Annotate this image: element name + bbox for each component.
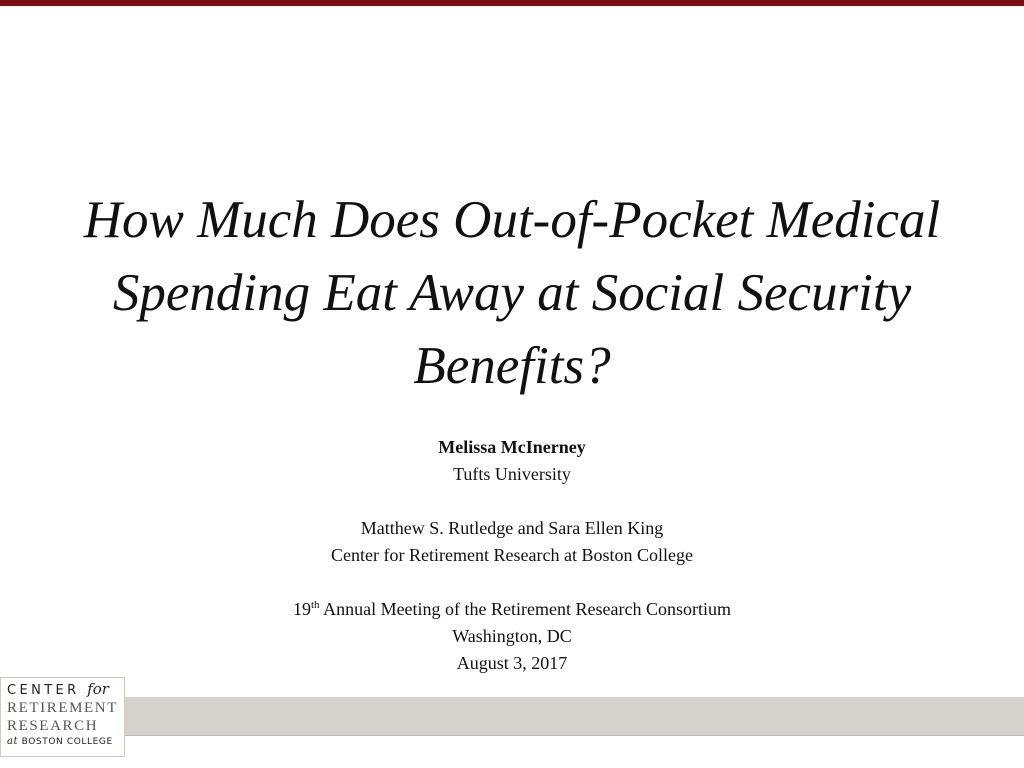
event-name: Annual Meeting of the Retirement Research Consortium	[323, 599, 731, 619]
event-line	[112, 596, 912, 623]
slide-title: How Much Does Out-of-Pocket Medical Spending Eat Away at Social Security Benefits?	[83, 191, 941, 395]
event-ordinal-suffix: th	[311, 599, 320, 611]
presenter-name: Melissa McInerney	[438, 437, 586, 457]
logo-for-text: for	[87, 680, 109, 698]
presenter-affiliation: Tufts University	[453, 464, 571, 484]
coauthors-affiliation: Center for Retirement Research at Boston College	[331, 545, 693, 565]
logo-boston-college-text: BOSTON COLLEGE	[21, 737, 113, 747]
event-date: August 3, 2017	[456, 653, 568, 673]
event-location: Washington, DC	[452, 626, 572, 646]
top-accent-bar	[0, 0, 1024, 6]
coauthors: Matthew S. Rutledge and Sara Ellen King	[360, 518, 664, 538]
event-ordinal-number: 19	[293, 599, 311, 619]
spacer	[112, 569, 912, 596]
footer-divider	[0, 735, 1024, 736]
logo-line-3: RESEARCH	[7, 718, 99, 734]
spacer	[112, 488, 912, 515]
crr-logo	[0, 677, 125, 757]
logo-line-1	[7, 681, 124, 699]
credits-block	[112, 434, 912, 677]
logo-line-4	[7, 735, 124, 749]
logo-center-text: CENTER	[7, 683, 80, 698]
logo-line-2: RETIREMENT	[7, 700, 118, 716]
logo-at-text: at	[7, 736, 19, 747]
footer-band	[0, 697, 1024, 735]
